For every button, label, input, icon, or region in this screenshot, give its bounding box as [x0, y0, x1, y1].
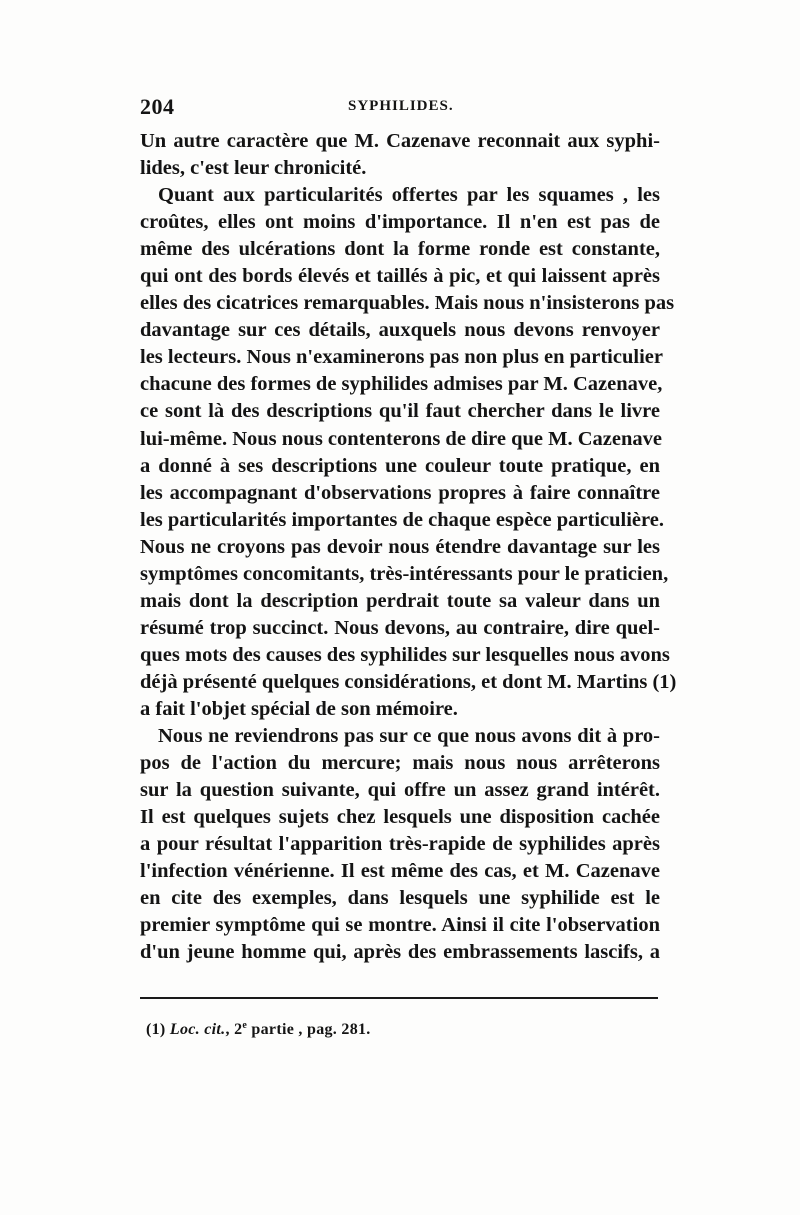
text-line: a pour résultat l'apparition très-rapide de syphilides après [140, 833, 660, 856]
body-text [140, 128, 677, 966]
footnote: (1) Loc. cit., 2e partie , pag. 281. [146, 1020, 371, 1038]
text-line: ce sont là des descriptions qu'il faut chercher dans le livre [140, 400, 660, 423]
text-line: pos de l'action du mercure; mais nous nous arrêterons [140, 752, 660, 775]
text-line: premier symptôme qui se montre. Ainsi il cite l'observation [140, 914, 660, 937]
page-number: 204 [140, 94, 175, 119]
text-line: même des ulcérations dont la forme ronde est constante, [140, 238, 660, 261]
text-line: résumé trop succinct. Nous devons, au contraire, dire quel- [140, 616, 660, 639]
footnote-part-number: 2 [234, 1021, 243, 1038]
running-head [140, 94, 660, 122]
text-line: d'un jeune homme qui, après des embrassements lascifs, a [140, 941, 660, 964]
text-line: davantage sur ces détails, auxquels nous devons renvoyer [140, 319, 660, 342]
text-line: Quant aux particularités offertes par les squames , les [158, 184, 660, 207]
footnote-part-sup: e [242, 1020, 248, 1031]
text-line: déjà présenté quelques considérations, et dont M. Martins (1) [140, 670, 677, 693]
text-line: qui ont des bords élevés et taillés à pic, et qui laissent après [140, 265, 660, 288]
text-line: Nous ne croyons pas devoir nous étendre davantage sur les [140, 535, 660, 558]
text-line: l'infection vénérienne. Il est même des cas, et M. Cazenave [140, 860, 660, 883]
text-line: lui-même. Nous nous contenterons de dire que M. Cazenave [140, 427, 662, 450]
text-line: elles des cicatrices remarquables. Mais nous n'insisterons pas [140, 292, 675, 315]
text-line: ques mots des causes des syphilides sur lesquelles nous avons [140, 643, 670, 666]
text-line: lides, c'est leur chronicité. [140, 157, 367, 180]
text-line: Il est quelques sujets chez lesquels une disposition cachée [140, 806, 660, 829]
text-line: les lecteurs. Nous n'examinerons pas non plus en particulier [140, 346, 663, 369]
text-line: Nous ne reviendrons pas sur ce que nous avons dit à pro- [158, 725, 660, 748]
text-line: sur la question suivante, qui offre un assez grand intérêt. [140, 779, 660, 802]
running-title: SYPHILIDES. [348, 98, 454, 114]
text-line: a donné à ses descriptions une couleur toute pratique, en [140, 454, 660, 477]
text-line: a fait l'objet spécial de son mémoire. [140, 697, 458, 720]
text-line: en cite des exemples, dans lesquels une syphilide est le [140, 887, 660, 910]
text-line: les particularités importantes de chaque espèce particulière. [140, 508, 664, 531]
text-line: mais dont la description perdrait toute sa valeur dans un [140, 589, 660, 612]
text-line: Un autre caractère que M. Cazenave reconnait aux syphi- [140, 130, 660, 152]
footnote-rest: partie , pag. 281. [247, 1021, 371, 1038]
footnote-rule [140, 997, 658, 999]
text-line: croûtes, elles ont moins d'importance. Il n'en est pas de [140, 211, 660, 234]
footnote-marker: (1) [146, 1021, 166, 1038]
text-line: les accompagnant d'observations propres à faire connaître [140, 481, 660, 504]
text-line: symptômes concomitants, très-intéressants pour le praticien, [140, 562, 669, 585]
footnote-reference: Loc. cit. [169, 1021, 226, 1038]
text-line: chacune des formes de syphilides admises par M. Cazenave, [140, 373, 663, 396]
